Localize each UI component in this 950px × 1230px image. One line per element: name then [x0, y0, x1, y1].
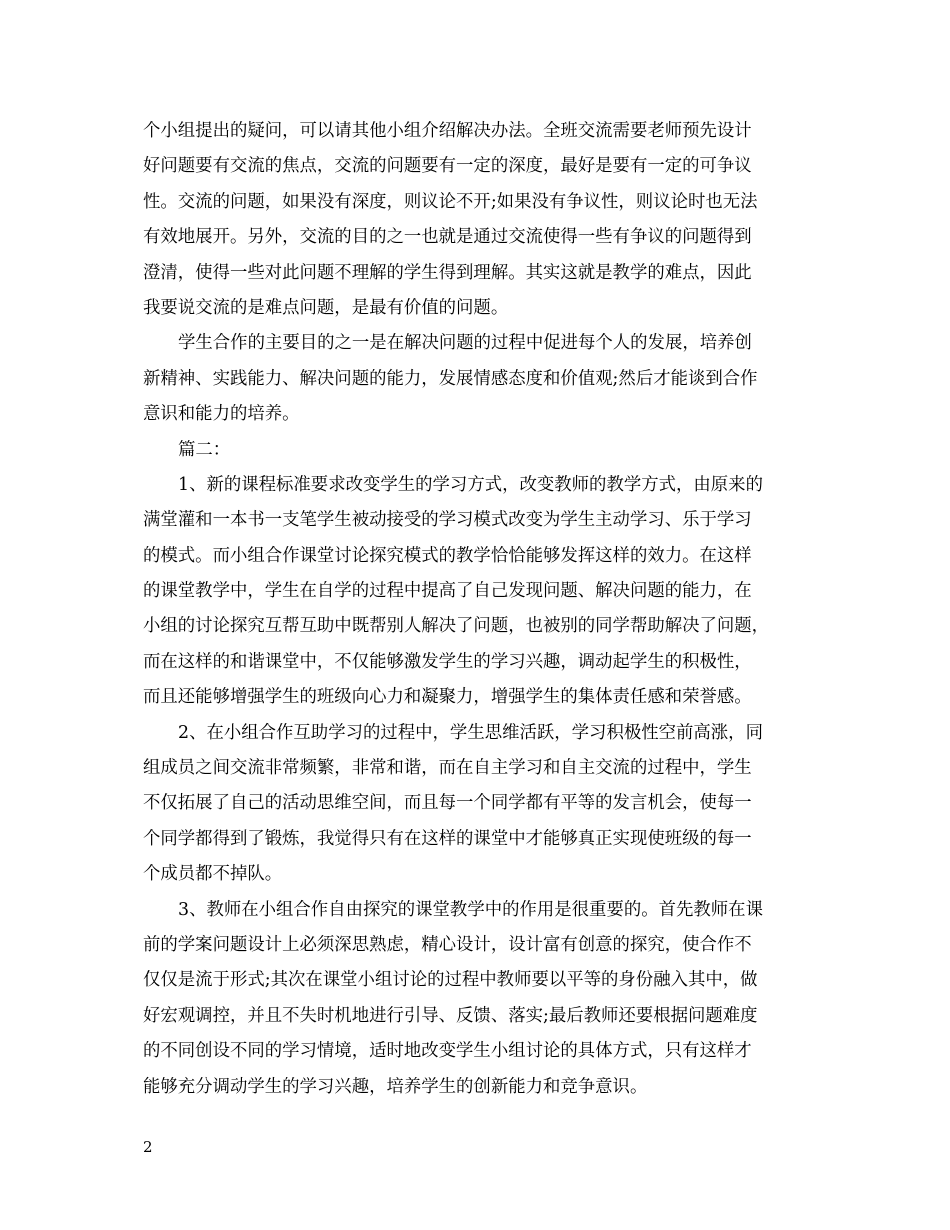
text-line: 不仅拓展了自己的活动思维空间，而且每一个同学都有平等的发言机会，使每一: [143, 793, 752, 814]
text-line: 2、在小组合作互助学习的过程中，学生思维活跃，学习积极性空前高涨，同: [178, 722, 763, 743]
text-line: 个成员都不掉队。: [143, 864, 283, 885]
text-line: 个同学都得到了锻炼，我觉得只有在这样的课堂中才能够真正实现使班级的每一: [143, 828, 752, 849]
text-line: 的模式。而小组合作课堂讨论探究模式的教学恰恰能够发挥这样的效力。在这样: [143, 545, 752, 566]
text-line: 的课堂教学中，学生在自学的过程中提高了自己发现问题、解决问题的能力，在: [143, 581, 752, 602]
text-line: 组成员之间交流非常频繁，非常和谐，而在自主学习和自主交流的过程中，学生: [143, 758, 752, 779]
page-number: 2: [143, 1138, 153, 1156]
text-line: 仅仅是流于形式;其次在课堂小组讨论的过程中教师要以平等的身份融入其中，做: [143, 970, 758, 991]
text-line: 学生合作的主要目的之一是在解决问题的过程中促进每个人的发展，培养创: [178, 333, 752, 354]
text-line: 好问题要有交流的焦点，交流的问题要有一定的深度，最好是要有一定的可争议: [143, 156, 752, 177]
text-line: 好宏观调控，并且不失时机地进行引导、反馈、落实;最后教师还要根据问题难度: [143, 1005, 758, 1026]
text-line: 1、新的课程标准要求改变学生的学习方式，改变教师的教学方式，由原来的: [178, 474, 763, 495]
text-line: 有效地展开。另外，交流的目的之一也就是通过交流使得一些有争议的问题得到: [143, 227, 752, 248]
text-line: 而且还能够增强学生的班级向心力和凝聚力，增强学生的集体责任感和荣誉感。: [143, 687, 752, 708]
text-line: 能够充分调动学生的学习兴趣，培养学生的创新能力和竞争意识。: [143, 1076, 648, 1097]
text-line: 意识和能力的培养。: [143, 404, 300, 425]
section-heading: 篇二：: [178, 439, 231, 460]
text-line: 澄清，使得一些对此问题不理解的学生得到理解。其实这就是教学的难点，因此: [143, 262, 752, 283]
text-line: 前的学案问题设计上必须深思熟虑，精心设计，设计富有创意的探究，使合作不: [143, 934, 752, 955]
text-line: 个小组提出的疑问，可以请其他小组介绍解决办法。全班交流需要老师预先设计: [143, 121, 752, 141]
text-line: 满堂灌和一本书一支笔学生被动接受的学习模式改变为学生主动学习、乐于学习: [143, 510, 752, 531]
text-line: 的不同创设不同的学习情境，适时地改变学生小组讨论的具体方式，只有这样才: [143, 1041, 752, 1062]
text-line: 3、教师在小组合作自由探究的课堂教学中的作用是很重要的。首先教师在课: [178, 899, 763, 920]
document-body: [143, 114, 815, 1105]
text-line: 小组的讨论探究互帮互助中既帮别人解决了问题，也被别的同学帮助解决了问题，: [143, 616, 770, 637]
text-line: 我要说交流的是难点问题，是最有价值的问题。: [143, 297, 509, 318]
text-line: 而在这样的和谐课堂中，不仅能够激发学生的学习兴趣，调动起学生的积极性，: [143, 651, 752, 672]
text-line: 性。交流的问题，如果没有深度，则议论不开;如果没有争议性，则议论时也无法: [143, 191, 758, 212]
text-line: 新精神、实践能力、解决问题的能力，发展情感态度和价值观;然后才能谈到合作: [143, 368, 758, 389]
